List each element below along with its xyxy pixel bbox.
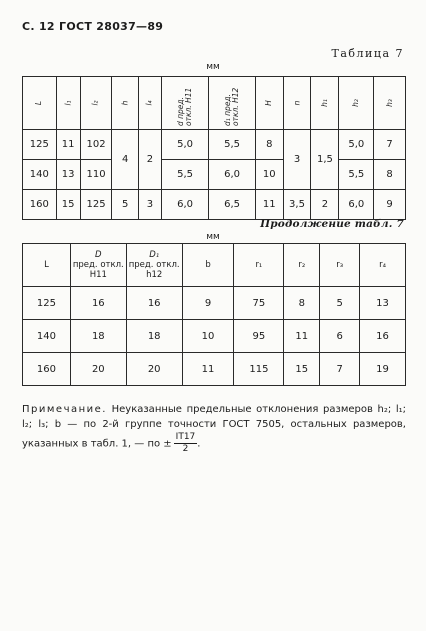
- cell: 125: [23, 287, 71, 320]
- cell: 6,0: [339, 190, 374, 220]
- cell: 8: [256, 130, 283, 160]
- table-row: [23, 320, 406, 353]
- cell: 110: [80, 160, 112, 190]
- cell: 15: [284, 353, 320, 386]
- cell: 5,0: [339, 130, 374, 160]
- cell: 9: [182, 287, 234, 320]
- cell: 18: [126, 320, 182, 353]
- table1-unit: мм: [206, 62, 220, 72]
- cell: 8: [284, 287, 320, 320]
- cell-merged: 1,5: [311, 130, 339, 190]
- col-header-d1: d₁ пред. откл. H12: [209, 77, 256, 130]
- col-header-h1: h₁: [311, 77, 339, 130]
- cell: 5,5: [209, 130, 256, 160]
- cell: 6,0: [162, 190, 209, 220]
- note-tail: .: [197, 438, 201, 450]
- col-header-h2: h₂: [339, 77, 374, 130]
- cell: 6: [320, 320, 360, 353]
- cell: 9: [374, 190, 406, 220]
- col-header-H: H: [256, 77, 283, 130]
- col-header-r4: r₄: [360, 244, 406, 287]
- col-header-b: b: [182, 244, 234, 287]
- note-text-1: Неуказанные предельные отклонения размеров h₂; l₁; l₂;: [22, 404, 407, 430]
- col-header-L: L: [23, 244, 71, 287]
- cell: 11: [182, 353, 234, 386]
- cell: 16: [70, 287, 126, 320]
- cell: 5,5: [162, 160, 209, 190]
- cell: 125: [23, 130, 57, 160]
- note-text-2: l₃; b — по 2-й группе точности ГОСТ 7505, остальных размеров, указанных в: [22, 419, 406, 450]
- cell: 11: [284, 320, 320, 353]
- col-header-h3: h₃: [374, 77, 406, 130]
- cell: 16: [126, 287, 182, 320]
- cell: 2: [311, 190, 339, 220]
- cell: 140: [23, 320, 71, 353]
- note-paragraph: [22, 402, 406, 455]
- note-text-3: табл. 1, — по ±: [90, 438, 172, 450]
- cell: 10: [256, 160, 283, 190]
- note-label: Примечание.: [22, 404, 107, 415]
- col-header-r3: r₃: [320, 244, 360, 287]
- cell: 7: [320, 353, 360, 386]
- cell: 20: [126, 353, 182, 386]
- cell: 20: [70, 353, 126, 386]
- cell: 5: [112, 190, 138, 220]
- table2-unit: мм: [206, 232, 220, 242]
- cell: 10: [182, 320, 234, 353]
- cell: 18: [70, 320, 126, 353]
- col-header-D1: D₁ пред. откл. h12: [126, 244, 182, 287]
- table2-caption: Продолжение табл. 7: [260, 218, 404, 230]
- cell: 3: [138, 190, 161, 220]
- cell: 11: [256, 190, 283, 220]
- table-row: [23, 190, 406, 220]
- cell: 16: [360, 320, 406, 353]
- table-row: [23, 160, 406, 190]
- col-header-r1: r₁: [234, 244, 284, 287]
- col-header-D: D пред. откл. H11: [70, 244, 126, 287]
- cell: 95: [234, 320, 284, 353]
- cell: 15: [56, 190, 80, 220]
- col-header-d: d пред. откл. H11: [162, 77, 209, 130]
- cell: 160: [23, 190, 57, 220]
- cell: 11: [56, 130, 80, 160]
- cell: 140: [23, 160, 57, 190]
- table-row: [23, 130, 406, 160]
- cell: 5,5: [339, 160, 374, 190]
- cell: 75: [234, 287, 284, 320]
- cell: 13: [360, 287, 406, 320]
- cell-merged: 2: [138, 130, 161, 190]
- cell: 102: [80, 130, 112, 160]
- col-header-n: n: [283, 77, 311, 130]
- cell: 125: [80, 190, 112, 220]
- cell: 8: [374, 160, 406, 190]
- col-header-r2: r₂: [284, 244, 320, 287]
- table-7-continuation: [22, 243, 406, 386]
- cell: 3,5: [283, 190, 311, 220]
- cell-merged: 4: [112, 130, 138, 190]
- fraction: $\frac{IT17}{2}$: [175, 432, 196, 454]
- cell: 6,5: [209, 190, 256, 220]
- table1-caption: Таблица 7: [331, 47, 404, 60]
- table-7: [22, 76, 406, 220]
- cell: 6,0: [209, 160, 256, 190]
- col-header-l1: l₁: [56, 77, 80, 130]
- cell: 115: [234, 353, 284, 386]
- col-header-l2: l₂: [80, 77, 112, 130]
- page-header: С. 12 ГОСТ 28037—89: [22, 20, 164, 33]
- cell: 7: [374, 130, 406, 160]
- table-row: [23, 287, 406, 320]
- cell: 160: [23, 353, 71, 386]
- cell: 19: [360, 353, 406, 386]
- cell-merged: 3: [283, 130, 311, 190]
- cell: 5,0: [162, 130, 209, 160]
- cell: 13: [56, 160, 80, 190]
- col-header-l4: l₄: [138, 77, 161, 130]
- col-header-L: L: [23, 77, 57, 130]
- cell: 5: [320, 287, 360, 320]
- table-row: [23, 353, 406, 386]
- col-header-h: h: [112, 77, 138, 130]
